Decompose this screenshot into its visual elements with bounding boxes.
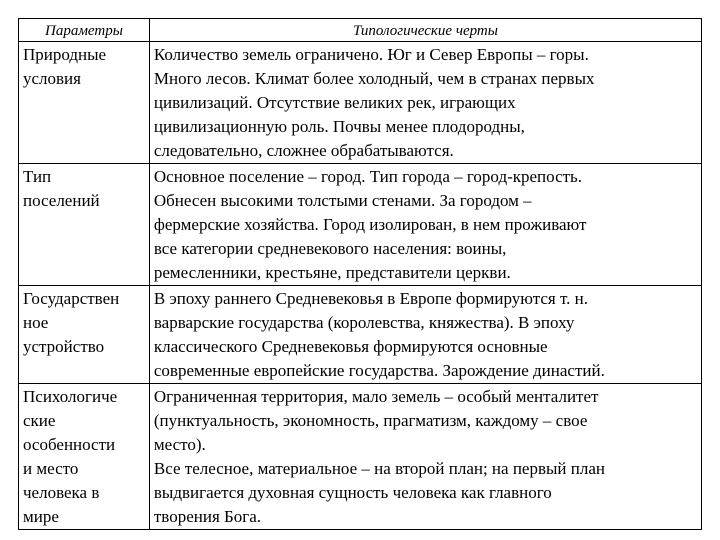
- param-line: человека в: [23, 483, 100, 502]
- feature-line: фермерские хозяйства. Город изолирован, в нем проживают: [153, 215, 587, 234]
- feature-line: Основное поселение – город. Тип города – город-крепость.: [153, 167, 583, 186]
- feature-line: В эпоху раннего Средневековья в Европе формируются т. н.: [153, 289, 588, 308]
- param-line: поселений: [23, 191, 100, 210]
- typology-table: [18, 18, 702, 530]
- feature-line: Ограниченная территория, мало земель – особый менталитет: [153, 387, 599, 406]
- feature-line: современные европейские государства. Зарождение династий.: [153, 361, 605, 380]
- feature-line: цивилизаций. Отсутствие великих рек, играющих: [153, 93, 516, 112]
- param-line: и место: [23, 459, 79, 478]
- feature-line: творения Бога.: [153, 507, 262, 526]
- feature-line: Все телесное, материальное – на второй план; на первый план: [153, 459, 605, 478]
- table-row: [19, 384, 702, 530]
- feature-line: ремесленники, крестьяне, представители церкви.: [153, 263, 511, 282]
- feature-line: все категории средневекового населения: воины,: [153, 239, 507, 258]
- features-cell-government: [149, 286, 701, 384]
- param-line: Государствен: [23, 289, 120, 308]
- param-cell-government: [19, 286, 150, 384]
- features-cell-psychology: [149, 384, 701, 530]
- param-line: ное: [23, 313, 49, 332]
- param-line: Психологиче: [23, 387, 118, 406]
- feature-line: (пунктуальность, экономность, прагматизм, каждому – свое: [153, 411, 588, 430]
- feature-line: Количество земель ограничено. Юг и Север Европы – горы.: [153, 45, 589, 64]
- param-cell-psychology: [19, 384, 150, 530]
- feature-line: цивилизационную роль. Почвы менее плодородны,: [153, 117, 525, 136]
- feature-line: Много лесов. Климат более холодный, чем в странах первых: [153, 69, 595, 88]
- param-line: устройство: [23, 337, 105, 356]
- feature-line: варварские государства (королевства, княжества). В эпоху: [153, 313, 575, 332]
- feature-line: следовательно, сложнее обрабатываются.: [153, 141, 454, 160]
- header-param: Параметры: [19, 19, 150, 42]
- table-row: [19, 286, 702, 384]
- features-cell-natural: [149, 42, 701, 164]
- feature-line: выдвигается духовная сущность человека как главного: [153, 483, 552, 502]
- param-cell-natural: [19, 42, 150, 164]
- param-line: Природные: [23, 45, 107, 64]
- feature-line: место).: [153, 435, 206, 454]
- param-line: мире: [23, 507, 59, 526]
- param-cell-settlement: [19, 164, 150, 286]
- feature-line: Обнесен высокими толстыми стенами. За городом –: [153, 191, 532, 210]
- feature-line: классического Средневековья формируются основные: [153, 337, 548, 356]
- features-cell-settlement: [149, 164, 701, 286]
- table-header-row: [19, 19, 702, 42]
- param-line: условия: [23, 69, 81, 88]
- header-features: Типологические черты: [149, 19, 701, 42]
- param-line: особенности: [23, 435, 116, 454]
- table-row: [19, 42, 702, 164]
- table-row: [19, 164, 702, 286]
- param-line: Тип: [23, 167, 52, 186]
- param-line: ские: [23, 411, 56, 430]
